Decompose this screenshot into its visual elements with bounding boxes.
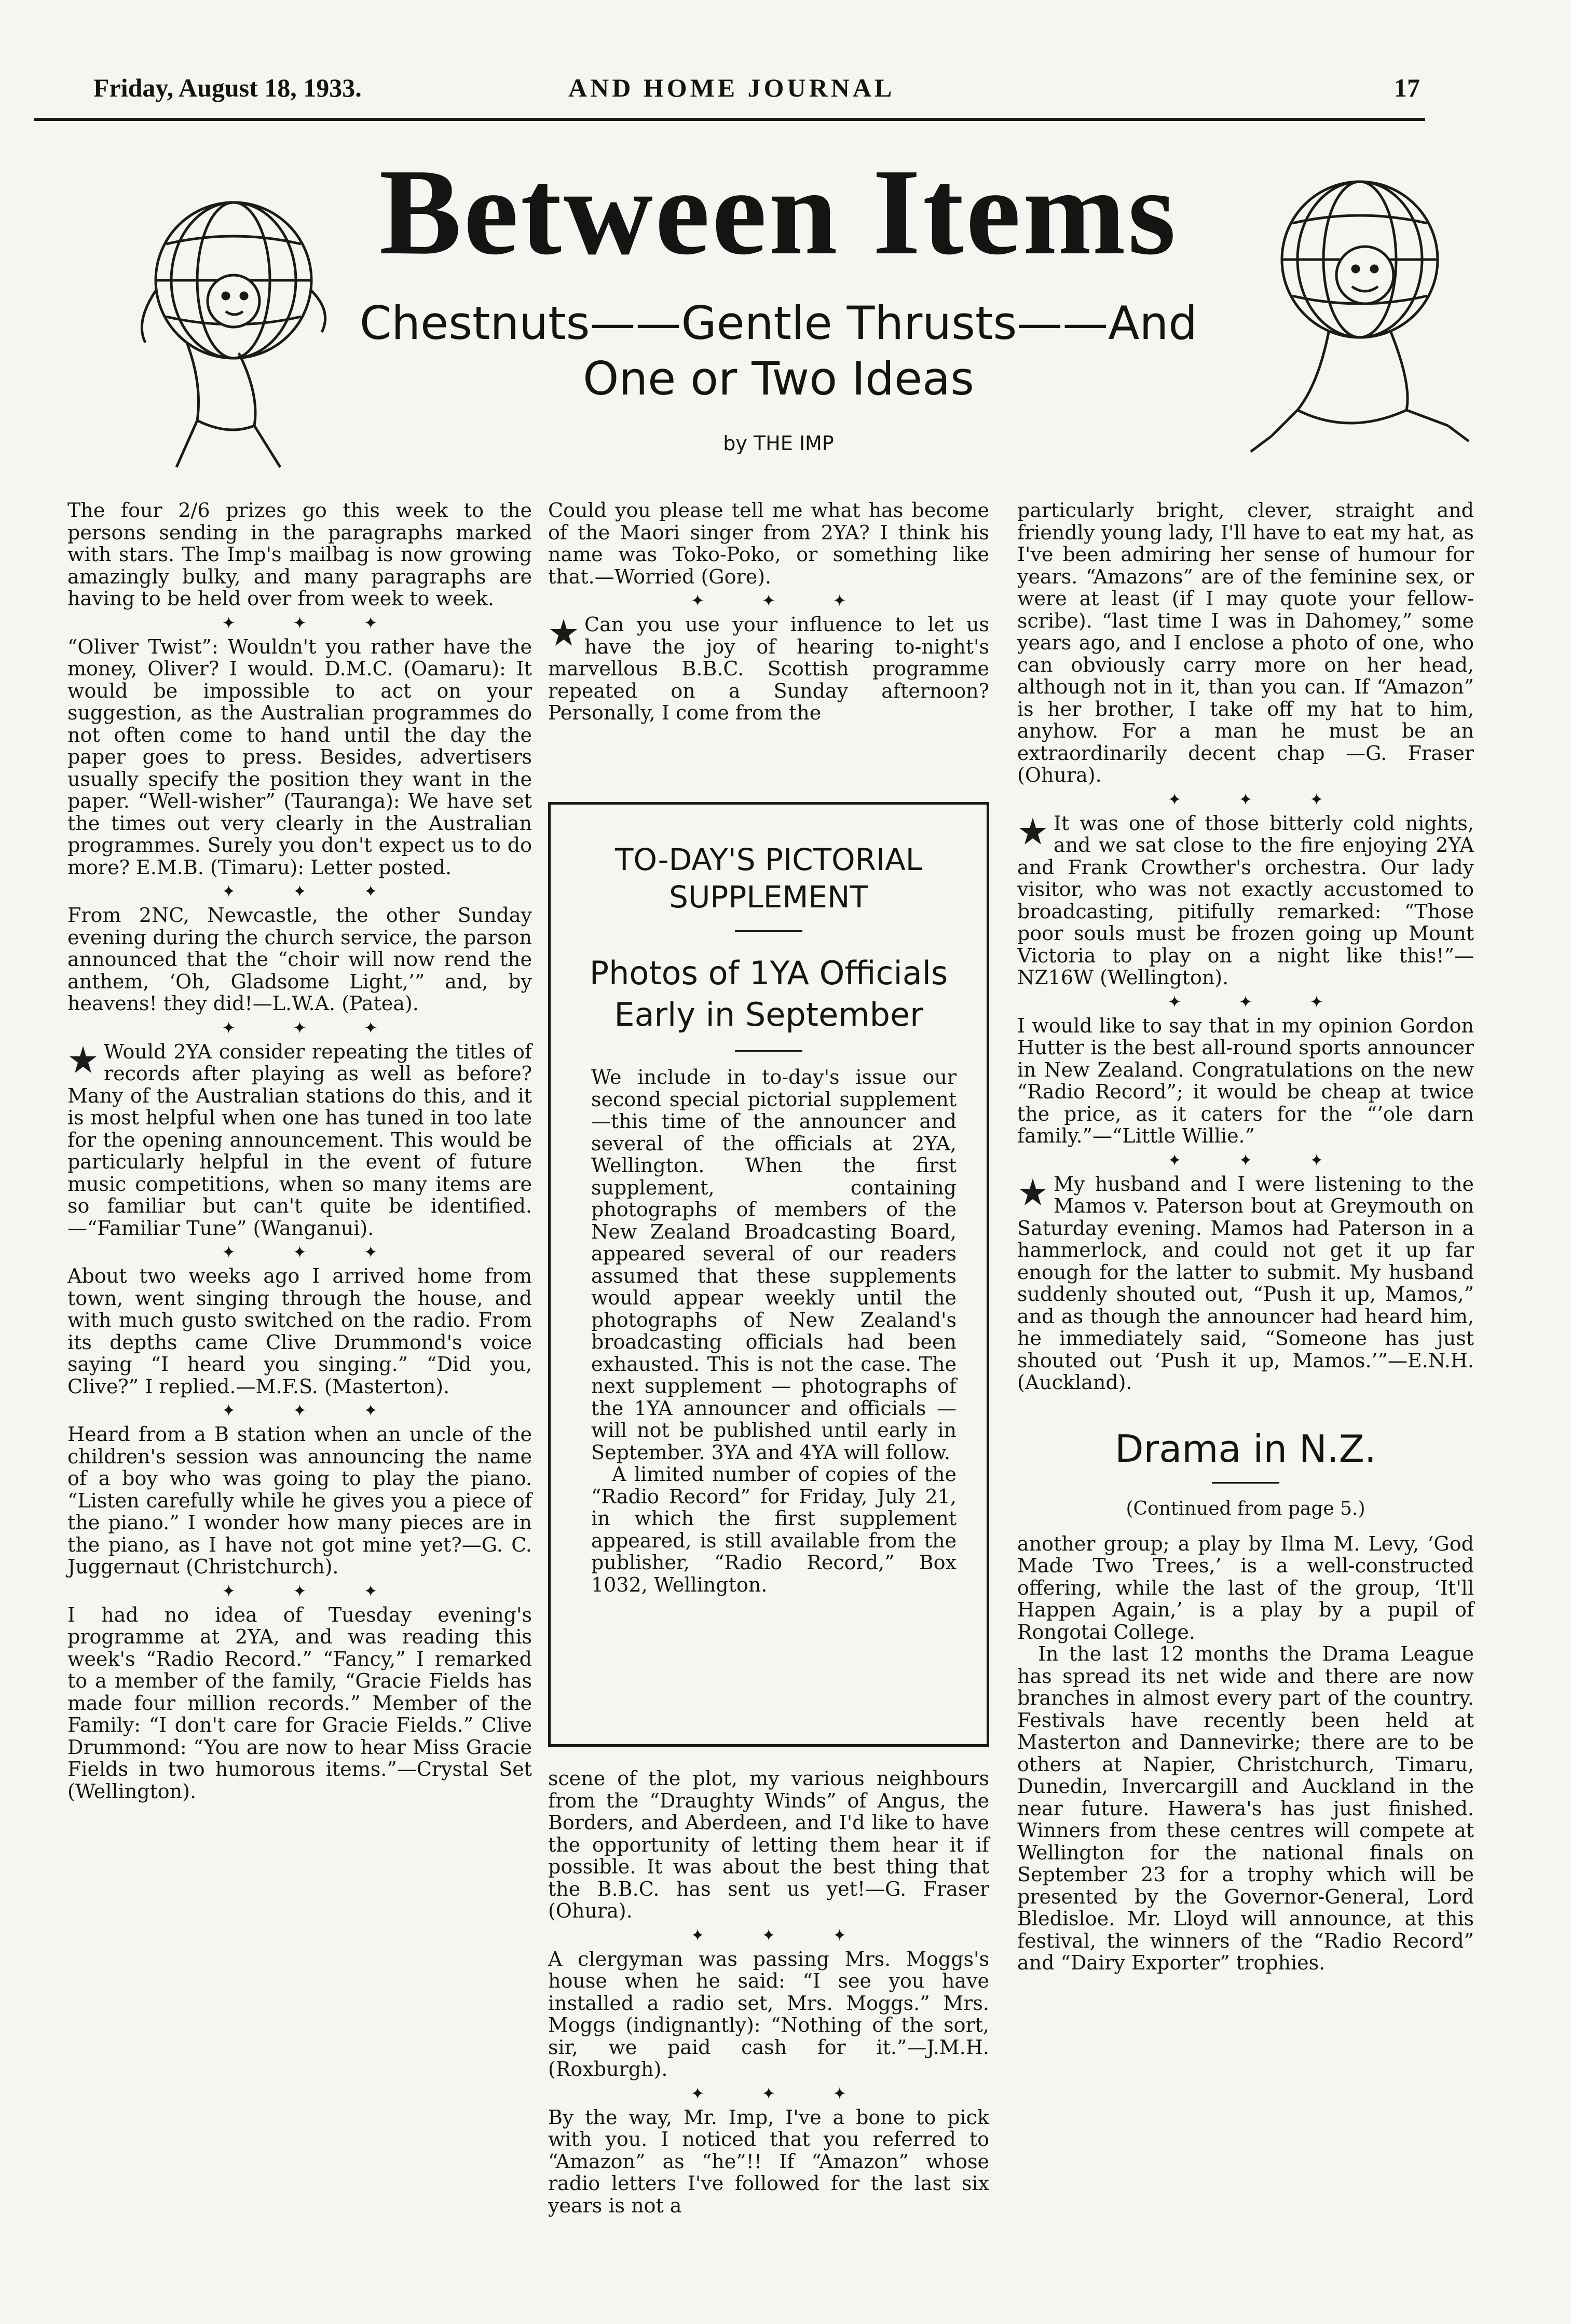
box-divider [735,1050,802,1052]
globe-woman-illustration [125,187,343,478]
supplement-paragraph-2: A limited number of copies of the “Radio Record” for Friday, July 21, in which the first supplement appeared, is still available from the publisher, “Radio Record,” Box 1032, Wellington. [591,1463,957,1596]
paragraph-amazon: By the way, Mr. Imp, I've a bone to pick with you. I noticed that you referred to “Amazon” as “he”!! If “Amazon” whose radio letters I've followed for the last six years is not a [548,2105,989,2217]
supplement-paragraph-1: We include in to-day's issue our second special pictorial supplement—this time of the announcer and several of the officials at 2YA, Wellington. When the first supplement, containing photographs of members of the New Zealand Broadcasting Board, appeared several of our readers assumed that these supplements would appear weekly until the photographs of New Zealand's broadcasting officials had been exhausted. This is not the case. The next supplement — photographs of the 1YA announcer and officials —will not be published until early in September. 3YA and 4YA will follow. [591,1066,957,1464]
pictorial-supplement-box [548,802,989,1747]
prize-star-icon [1017,1176,1048,1207]
paragraph-cold-night: It was one of those bitterly cold nights, and we sat close to the fire enjoying 2YA and Frank Crowther's orchestra. Our lady visitor, who was not exactly accustomed to broadcasting, pitifully remarked: “Those poor souls must be frozen going up Mount Victoria to play on a night like this!”—NZ16W (Wellington). [1017,811,1474,989]
globe-man-illustration [1240,166,1479,467]
star-separator: ✦✦✦ [222,1017,435,1038]
star-separator: ✦✦✦ [1167,991,1381,1012]
star-separator: ✦✦✦ [222,1581,435,1601]
paragraph-amazon-continued: particularly bright, clever, straight and friendly young lady, I'll have to eat my hat, as I've been admiring her sense of humour for years. “Amazons” are of the feminine sex, or were at least (if I may quote your fellow-scribe). “last time I was in Dahomey,” some years ago, and I enclose a photo of one, who can obviously carry more on her head, although not in it, than you can. If “Amazon” is her brother, I take off my hat to him, anyhow. For a man he must be an extraordinarily decent chap —G. Fraser (Ohura). [1017,499,1474,786]
supplement-subtitle: Photos of 1YA Officials Early in September [589,954,948,1034]
paragraph-bbc-scottish: Can you use your influence to let us have the joy of hearing to-night's marvellous B.B.C. Scottish programme repeated on a Sunday afternoon? Personally, I come from the [548,613,989,724]
feature-subtitle-line1: Chestnuts——Gentle Thrusts——And [359,296,1198,350]
issue-date: Friday, August 18, 1933. [93,73,362,102]
column-2 [548,499,989,724]
star-separator: ✦✦✦ [690,1925,904,1945]
supplement-title: TO-DAY'S PICTORIAL SUPPLEMENT [614,842,923,915]
star-separator: ✦✦✦ [1167,1150,1381,1170]
star-separator: ✦✦✦ [1167,789,1381,809]
page-number: 17 [1394,73,1420,102]
drama-continued-note: (Continued from page 5.) [1126,1498,1365,1519]
paragraph-2ya-repeating: Would 2YA consider repeating the titles of records after playing as well as before? Many of the Australian stations do this, and it is most helpful when one has tuned in too late for the opening announcement. This would be particularly helpful in the event of future music competitions, when so many items are so familiar but can't quite be identified.—“Familiar Tune” (Wanganui). [67,1040,532,1240]
paragraph-scottish-continued: scene of the plot, my various neighbours from the “Draughty Winds” of Angus, the Borders, and Aberdeen, and I'd like to have the opportunity of letting them hear it if possible. It was about the best thing that the B.B.C. has sent us yet!—G. Fraser (Ohura). [548,1767,989,1922]
column-3 [1017,499,1474,1974]
column-1 [67,499,532,1802]
star-separator: ✦✦✦ [690,2083,904,2103]
column-2-lower [548,1768,989,2217]
paragraph-gracie-fields: I had no idea of Tuesday evening's programme at 2YA, and was reading this week's “Radio Record.” “Fancy,” I remarked to a member of the family, “Gracie Fields has made four million records.” Member of the Family: “I don't care for Gracie Fields.” Clive Drummond: “You are now to hear Miss Gracie Fields in two humorous items.”—Crystal Set (Wellington). [67,1603,532,1803]
prize-star-icon [67,1044,99,1075]
paragraph-mamos-paterson: My husband and I were listening to the Mamos v. Paterson bout at Greymouth on Saturday evening. Mamos had Paterson in a hammerlock, and could not get it up far enough for the latter to submit. My husband suddenly shouted out, “Push it up, Mamos,” and as though the announcer had heard him, he immediately said, “Someone has just shouted out ‘Push it up, Mamos.’”—E.N.H. (Auckland). [1017,1172,1474,1394]
feature-title: Between Items [379,144,1178,280]
paragraph-clive-drummond: About two weeks ago I arrived home from town, went singing through the house, and with much gusto switched on the radio. From its depths came Clive Drummond's voice saying “I heard you singing.” “Did you, Clive?” I replied.—M.F.S. (Masterton). [67,1265,532,1398]
box-divider [735,930,802,932]
feature-subtitle-line2: One or Two Ideas [583,352,974,405]
drama-paragraph-2: In the last 12 months the Drama League has spread its net wide and there are now branches in almost every part of the country. Festivals have recently been held at Masterton and Dannevirke; there are to be others at Napier, Christchurch, Timaru, Dunedin, Invercargill and Auckland in the near future. Hawera's has just finished. Winners from these centres will compete at Wellington for the national finals on September 23 for a trophy which will be presented by the Governor-General, Lord Bledisloe. Mr. Lloyd will announce, at this festival, the winners of the “Radio Record” and “Dairy Exporter” trophies. [1017,1642,1474,1974]
paragraph-2nc-newcastle: From 2NC, Newcastle, the other Sunday evening during the church service, the parson announced that the “choir will now rend the anthem, ‘Oh, Gladsome Light,’” and, by heavens! they did!—L.W.A. (Patea). [67,904,532,1015]
star-separator: ✦✦✦ [222,1401,435,1420]
header-rule [34,118,1425,121]
star-separator: ✦✦✦ [222,1242,435,1262]
paragraph-oliver-twist: “Oliver Twist”: Wouldn't you rather have the money, Oliver? I would. D.M.C. (Oamaru): It would be impossible to act on your suggestion, as the Australian programmes do not often come to hand until the day the paper goes to press. Besides, advertisers usually specify the position they want in the paper. “Well-wisher” (Tauranga): We have set the times out very clearly in the Australian programmes. Surely you don't expect us to do more? E.M.B. (Timaru): Letter posted. [67,635,532,879]
prize-star-icon [548,617,579,648]
byline: by THE IMP [723,432,834,455]
paragraph-b-station: Heard from a B station when an uncle of the children's session was announcing the name of a boy who was going to play the piano. “Listen carefully while he gives you a piece of the piano.” I wonder how many pieces are in the piano, as I have not got mine yet?—G. C. Juggernaut (Christchurch). [67,1423,532,1578]
paragraph-maori-singer: Could you please tell me what has become of the Maori singer from 2YA? I think his name was Toko-Poko, or something like that.—Worried (Gore). [548,499,989,588]
paragraph-clergyman: A clergyman was passing Mrs. Moggs's house when he said: “I see you have installed a radio set, Mrs. Moggs.” Mrs. Moggs (indignantly): “Nothing of the sort, sir, we paid cash for it.”—J.M.H. (Roxburgh). [548,1947,989,2081]
prize-star-icon [1017,816,1048,847]
drama-paragraph-1: another group; a play by Ilma M. Levy, ‘God Made Two Trees,’ is a well-constructed offering, while the last of the group, ‘It'll Happen Again,’ is a play by a pupil of Rongotai College. [1017,1532,1474,1643]
paragraph-intro: The four 2/6 prizes go this week to the persons sending in the paragraphs marked with stars. The Imp's mailbag is now growing amazingly bulky, and many paragraphs are having to be held over from week to week. [67,499,532,610]
star-separator: ✦✦✦ [222,613,435,633]
paragraph-gordon-hutter: I would like to say that in my opinion Gordon Hutter is the best all-round sports announcer in New Zealand. Congratulations on the new “Radio Record”; it would be cheap at twice the price, as it caters for the “’ole darn family.”—“Little Willie.” [1017,1014,1474,1147]
drama-divider [1212,1482,1279,1484]
journal-name: AND HOME JOURNAL [568,73,895,102]
star-separator: ✦✦✦ [690,591,904,610]
drama-heading: Drama in N.Z. [1115,1426,1376,1471]
star-separator: ✦✦✦ [222,881,435,901]
